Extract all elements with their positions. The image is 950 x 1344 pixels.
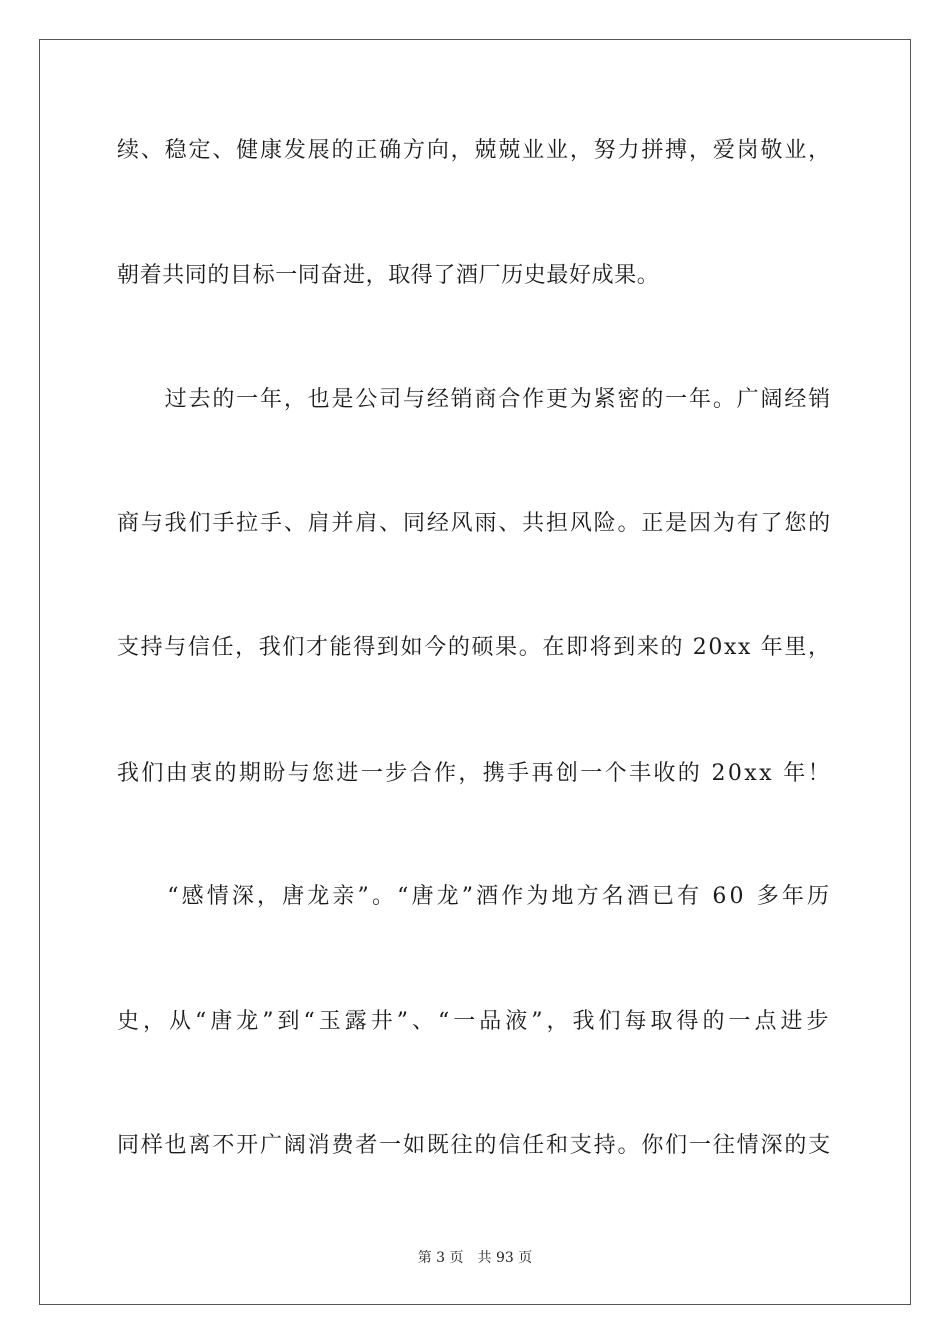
page-border (39, 39, 911, 1305)
page-total: 共 93 页 (477, 1250, 533, 1266)
text-line: 支持与信任，我们才能得到如今的硕果。在即将到来的 20xx 年里， (117, 635, 832, 660)
text-line: 商与我们手拉手、肩并肩、同经风雨、共担风险。正是因为有了您的 (117, 511, 833, 536)
page-number: 第 3 页 (417, 1250, 464, 1266)
text-line: 朝着共同的目标一同奋进，取得了酒厂历史最好成果。 (117, 263, 660, 288)
text-line: 史，从“唐龙”到“玉露井”、“一品液”，我们每取得的一点进步 (117, 1009, 833, 1034)
text-line: 我们由衷的期盼与您进一步合作，携手再创一个丰收的 20xx 年！ (117, 761, 832, 786)
page-footer (0, 1248, 950, 1268)
text-line: 续、稳定、健康发展的正确方向，兢兢业业，努力拼搏，爱岗敬业， (117, 138, 833, 163)
text-line: 过去的一年，也是公司与经销商合作更为紧密的一年。广阔经销 (117, 387, 833, 412)
text-line: “感情深，唐龙亲”。“唐龙”酒作为地方名酒已有 60 多年历 (117, 884, 833, 909)
text-line: 同样也离不开广阔消费者一如既往的信任和支持。你们一往情深的支 (117, 1133, 833, 1158)
